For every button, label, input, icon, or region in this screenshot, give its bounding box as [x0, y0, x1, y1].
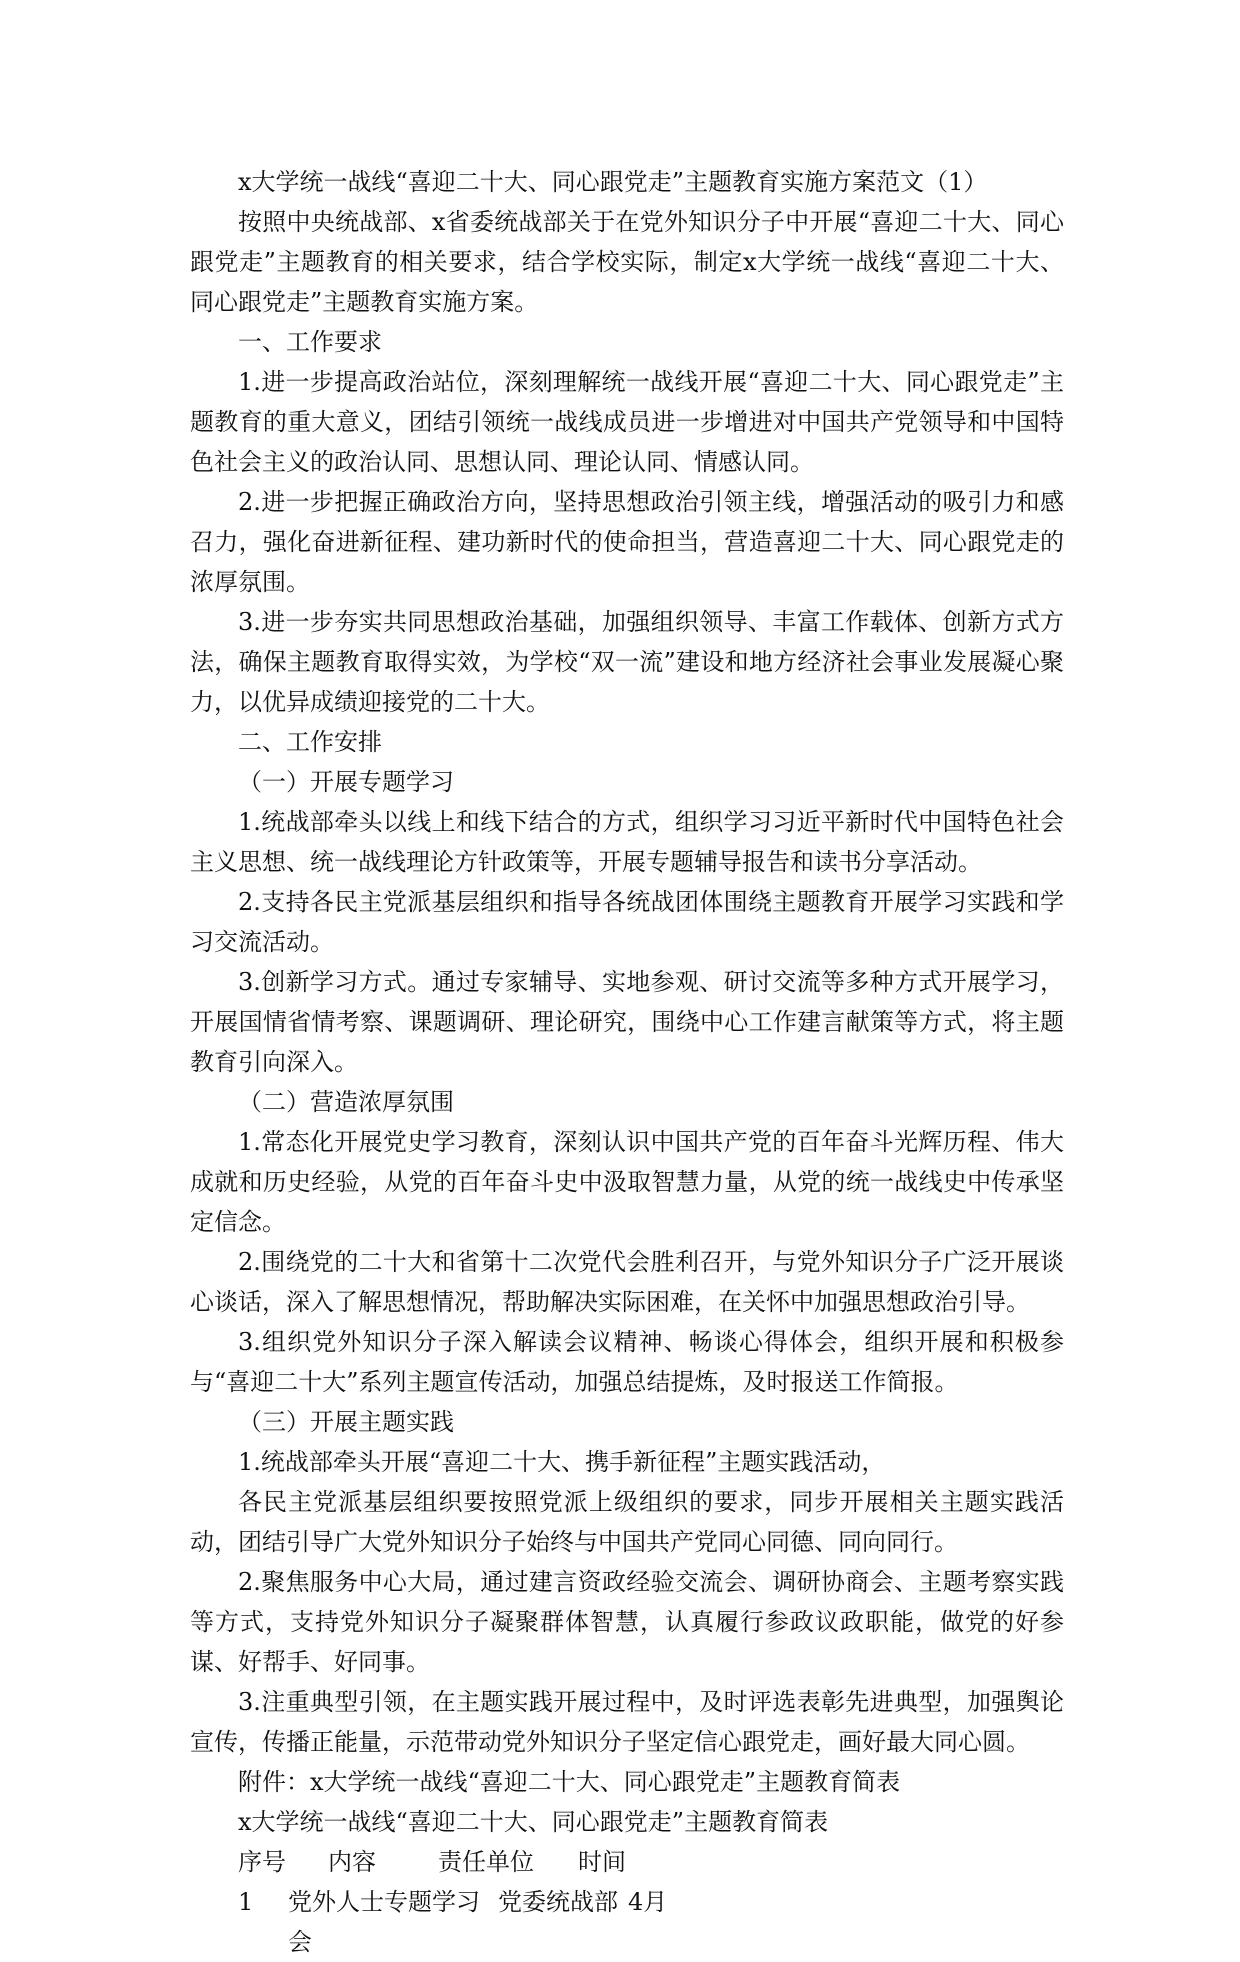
- attachment-note: 附件：x大学统一战线“喜迎二十大、同心跟党走”主题教育简表: [238, 1768, 901, 1796]
- requirement-item-3: 3.进一步夯实共同思想政治基础，加强组织领导、丰富工作载体、创新方式方法，确保主题教育取得实效，为学校“双一流”建设和地方经济社会事业发展凝心聚力，以优异成绩迎接党的二十大。: [190, 608, 1064, 716]
- table-header-cell: 责任单位: [438, 1848, 534, 1876]
- table-cell: 1: [238, 1888, 254, 1916]
- subsection-heading-practice: （三）开展主题实践: [238, 1408, 454, 1436]
- atmosphere-item-1: 1.常态化开展党史学习教育，深刻认识中国共产党的百年奋斗光辉历程、伟大成就和历史经验，从党的百年奋斗史中汲取智慧力量，从党的统一战线史中传承坚定信念。: [190, 1128, 1064, 1236]
- study-item-3: 3.创新学习方式。通过专家辅导、实地参观、研讨交流等多种方式开展学习，开展国情省情考察、课题调研、理论研究，围绕中心工作建言献策等方式，将主题教育引向深入。: [190, 968, 1064, 1076]
- section-heading-requirements: 一、工作要求: [238, 328, 382, 356]
- practice-item-3: 3.注重典型引领，在主题实践开展过程中，及时评选表彰先进典型，加强舆论宣传，传播正能量，示范带动党外知识分子坚定信心跟党走，画好最大同心圆。: [190, 1688, 1064, 1756]
- study-item-1: 1.统战部牵头以线上和线下结合的方式，组织学习习近平新时代中国特色社会主义思想、统一战线理论方针政策等，开展专题辅导报告和读书分享活动。: [190, 808, 1064, 876]
- table-header-row: [190, 1842, 1064, 1882]
- requirement-item-2: 2.进一步把握正确政治方向，坚持思想政治引领主线，增强活动的吸引力和感召力，强化奋进新征程、建功新时代的使命担当，营造喜迎二十大、同心跟党走的浓厚氛围。: [190, 488, 1064, 596]
- table-header-cell: 序号: [238, 1848, 286, 1876]
- section-heading-arrangements: 二、工作安排: [238, 728, 382, 756]
- table-row: [190, 1882, 1064, 1962]
- atmosphere-item-3: 3.组织党外知识分子深入解读会议精神、畅谈心得体会，组织开展和积极参与“喜迎二十大”系列主题宣传活动，加强总结提炼，及时报送工作简报。: [190, 1328, 1064, 1396]
- table-header-cell: 时间: [578, 1848, 626, 1876]
- table-cell: 4月: [628, 1888, 668, 1916]
- practice-item-1-continued: 各民主党派基层组织要按照党派上级组织的要求，同步开展相关主题实践活动，团结引导广大党外知识分子始终与中国共产党同心同德、同向同行。: [190, 1488, 1064, 1556]
- table-cell: 党委统战部: [498, 1888, 618, 1916]
- requirement-item-1: 1.进一步提高政治站位，深刻理解统一战线开展“喜迎二十大、同心跟党走”主题教育的重大意义，团结引领统一战线成员进一步增进对中国共产党领导和中国特色社会主义的政治认同、思想认同、理论认同、情感认同。: [190, 368, 1064, 476]
- subsection-heading-atmosphere: （二）营造浓厚氛围: [238, 1088, 454, 1116]
- table-title: x大学统一战线“喜迎二十大、同心跟党走”主题教育简表: [238, 1808, 829, 1836]
- atmosphere-item-2: 2.围绕党的二十大和省第十二次党代会胜利召开，与党外知识分子广泛开展谈心谈话，深入了解思想情况，帮助解决实际困难，在关怀中加强思想政治引导。: [190, 1248, 1064, 1316]
- subsection-heading-study: （一）开展专题学习: [238, 768, 454, 796]
- table-cell: 党外人士专题学习会: [288, 1888, 480, 1956]
- intro-paragraph: 按照中央统战部、x省委统战部关于在党外知识分子中开展“喜迎二十大、同心跟党走”主题教育的相关要求，结合学校实际，制定x大学统一战线“喜迎二十大、同心跟党走”主题教育实施方案。: [190, 208, 1064, 316]
- document-title: x大学统一战线“喜迎二十大、同心跟党走”主题教育实施方案范文（1）: [238, 168, 988, 196]
- study-item-2: 2.支持各民主党派基层组织和指导各统战团体围绕主题教育开展学习实践和学习交流活动。: [190, 888, 1064, 956]
- table-header-cell: 内容: [328, 1848, 376, 1876]
- practice-item-1: 1.统战部牵头开展“喜迎二十大、携手新征程”主题实践活动，: [238, 1448, 886, 1476]
- practice-item-2: 2.聚焦服务中心大局，通过建言资政经验交流会、调研协商会、主题考察实践等方式，支持党外知识分子凝聚群体智慧，认真履行参政议政职能，做党的好参谋、好帮手、好同事。: [190, 1568, 1064, 1676]
